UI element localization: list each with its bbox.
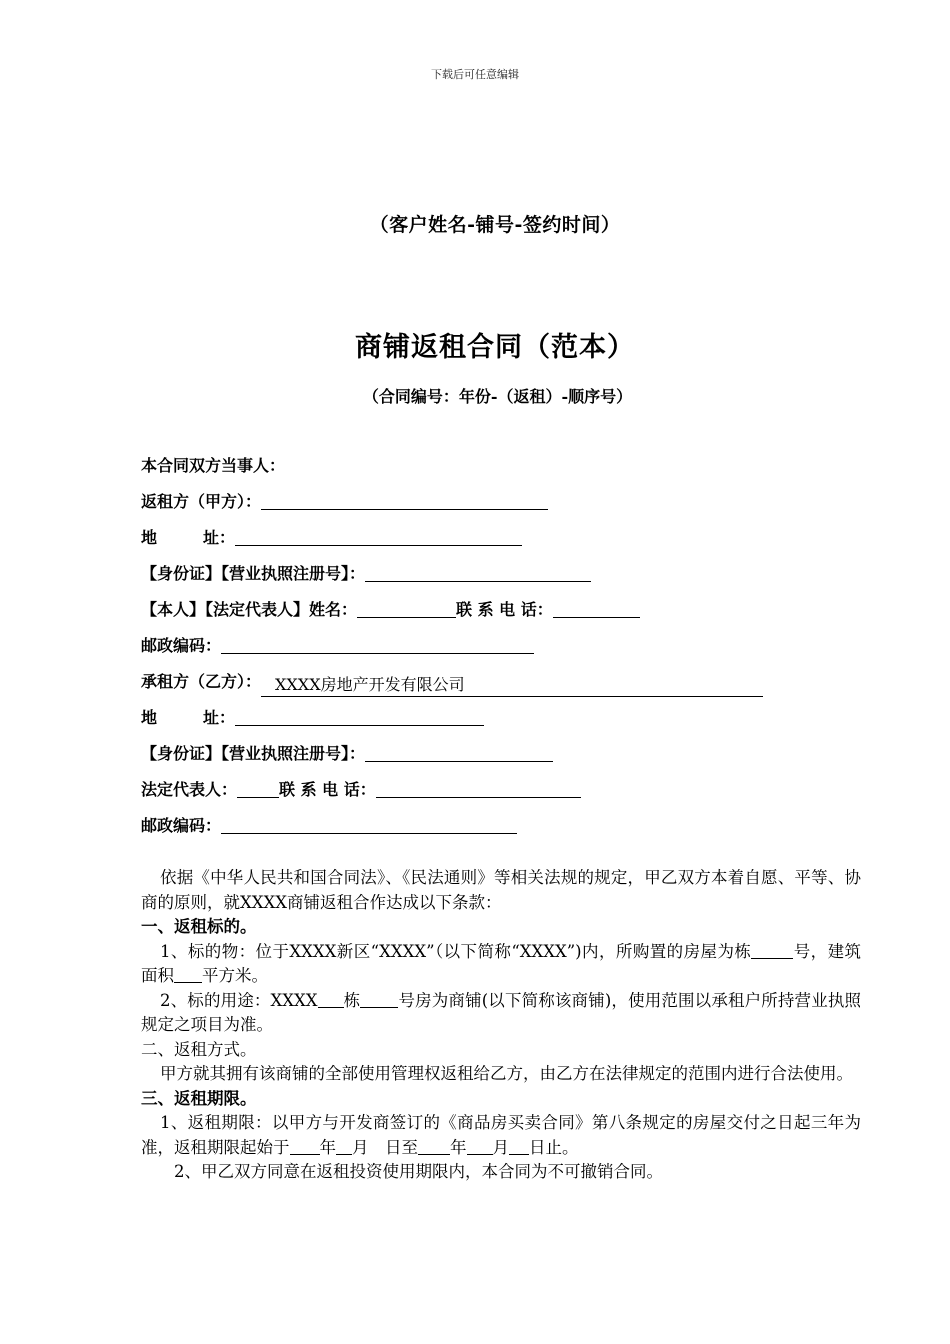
s1i2-text-c: 号房为商铺(以下简称该商铺)，使用范围以承租户所持营业执照规定之项目为准。 (141, 990, 862, 1034)
s3i1-text-b: 年 (319, 1137, 336, 1157)
s3i1-text-a: 1、返租期限：以甲方与开发商签订的《商品房买卖合同》第八条规定的房屋交付之日起三年为准，返租期限起始于 (141, 1113, 861, 1157)
s3i1-text-d: 年 (450, 1137, 467, 1157)
address-b-blank[interactable] (235, 705, 484, 726)
section-2-title: 二、返租方式。 (141, 1039, 257, 1059)
section-3-item-2: 2、甲乙双方同意在返租投资使用期限内，本合同为不可撤销合同。 (174, 1162, 663, 1181)
parties-section (141, 452, 861, 848)
s1i2-building-blank[interactable] (318, 990, 344, 1008)
postcode-b-blank[interactable] (221, 813, 517, 834)
rep-a-label: 【本人】【法定代表人】姓名： (141, 600, 358, 619)
section-3-item-1 (141, 1111, 861, 1160)
s3i1-text-e: 月 (492, 1137, 509, 1157)
contract-body (141, 866, 861, 1185)
section-3-title: 三、返租期限。 (141, 1088, 257, 1108)
id-a-label: 【身份证】【营业执照注册号】： (141, 564, 366, 583)
address-b-label-1: 地 (141, 708, 158, 727)
s3i1-text-f: 日止。 (529, 1137, 579, 1157)
section-1-item-1 (141, 940, 861, 989)
phone-a-label: 联 系 电 话： (456, 600, 553, 619)
start-year-blank[interactable] (290, 1137, 320, 1155)
postcode-a-label: 邮政编码： (141, 636, 222, 655)
rep-b-label: 法定代表人： (141, 780, 238, 799)
postcode-b-label: 邮政编码： (141, 816, 222, 835)
s1i2-text-b: 栋 (343, 990, 361, 1010)
s1i1-text-c: 平方米。 (202, 966, 268, 985)
address-a-label-2: 址： (203, 528, 236, 547)
address-b-row (141, 704, 861, 740)
end-day-blank[interactable] (509, 1137, 529, 1155)
area-blank[interactable] (174, 965, 202, 983)
s1i2-text-a: 2、标的用途：XXXX (160, 990, 318, 1010)
start-month-blank[interactable] (336, 1137, 352, 1155)
rep-a-name-blank[interactable] (357, 597, 456, 618)
section-1-item-2 (141, 989, 861, 1038)
header-note: 下载后可任意编辑 (431, 68, 519, 81)
s1i2-unit-blank[interactable] (360, 990, 398, 1008)
preamble: 依据《中华人民共和国合同法》、《民法通则》等相关法规的规定，甲乙双方本着自愿、平等、协商的原则，就XXXX商铺返租合作达成以下条款： (141, 868, 861, 912)
end-month-blank[interactable] (467, 1137, 493, 1155)
s1i1-text-b: 号，建筑面积 (141, 941, 861, 985)
lessee-name-field[interactable] (261, 674, 763, 697)
lessee-row (141, 668, 861, 704)
section-2-text: 甲方就其拥有该商铺的全部使用管理权返租给乙方，由乙方在法律规定的范围内进行合法使用。 (160, 1064, 853, 1083)
id-a-row (141, 560, 861, 596)
phone-b-label: 联 系 电 话： (279, 780, 376, 799)
phone-a-blank[interactable] (553, 597, 640, 618)
document-title: 商铺返租合同（范本） (355, 332, 635, 363)
contract-number: （合同编号：年份-（返租）-顺序号） (362, 387, 633, 406)
address-a-label-1: 地 (141, 528, 158, 547)
lessor-name-blank[interactable] (261, 489, 548, 510)
postcode-a-blank[interactable] (221, 633, 534, 654)
rep-b-row (141, 776, 861, 812)
rep-a-row (141, 596, 861, 632)
building-blank[interactable] (751, 941, 793, 959)
postcode-a-row (141, 632, 861, 668)
address-a-blank[interactable] (235, 525, 522, 546)
id-b-label: 【身份证】【营业执照注册号】： (141, 744, 366, 763)
s1i1-text-a: 1、标的物：位于XXXX新区“XXXX”（以下简称“XXXX”)内，所购置的房屋为栋 (160, 941, 752, 961)
postcode-b-row (141, 812, 861, 848)
client-tag: （客户姓名-铺号-签约时间） (369, 214, 621, 236)
address-b-label-2: 址： (203, 708, 236, 727)
phone-b-blank[interactable] (376, 777, 581, 798)
address-a-row (141, 524, 861, 560)
lessor-label: 返租方（甲方）： (141, 492, 262, 511)
lessee-label: 承租方（乙方）： (141, 672, 262, 691)
section-1-title: 一、返租标的。 (141, 917, 257, 936)
end-year-blank[interactable] (418, 1137, 450, 1155)
parties-intro: 本合同双方当事人： (141, 456, 286, 475)
id-b-row (141, 740, 861, 776)
s3i1-text-c: 月 日至 (352, 1137, 418, 1157)
rep-b-name-blank[interactable] (237, 777, 279, 798)
id-b-blank[interactable] (365, 741, 553, 762)
lessor-row (141, 488, 861, 524)
id-a-blank[interactable] (365, 561, 591, 582)
lessee-name: XXXX房地产开发有限公司 (275, 675, 465, 694)
